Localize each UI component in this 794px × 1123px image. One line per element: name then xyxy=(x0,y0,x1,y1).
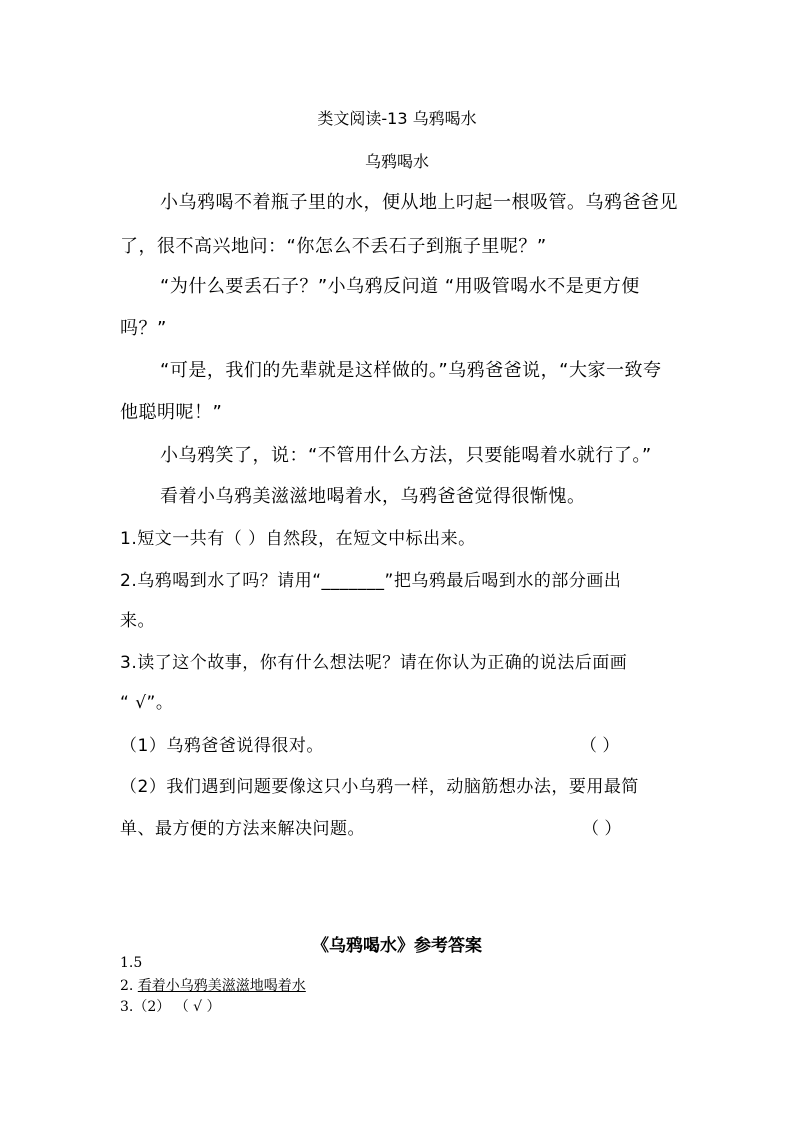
answer-2 xyxy=(120,975,306,995)
answer-2-text: 看着小乌鸦美滋滋地喝着水 xyxy=(137,978,306,994)
story-paragraph-1-line-2: 了，很不高兴地问：“你怎么不丢石子到瓶子里呢？” xyxy=(120,236,547,257)
answer-3: 3.（2） （ √ ） xyxy=(120,999,221,1015)
question-2-line-2: 来。 xyxy=(120,611,155,631)
story-paragraph-2-line-1: “为什么要丢石子？”小乌鸦反问道 “用吸管喝水不是更方便 xyxy=(160,276,640,297)
question-3-option-2-answer-box[interactable]: （ ） xyxy=(582,819,622,839)
question-2-line-1: 2.乌鸦喝到水了吗？请用“_______”把乌鸦最后喝到水的部分画出 xyxy=(120,571,622,591)
answer-1: 1.5 xyxy=(120,955,143,971)
story-paragraph-2-line-2: 吗？” xyxy=(120,318,167,339)
document-title: 类文阅读-13 乌鸦喝水 xyxy=(317,109,477,128)
story-title: 乌鸦喝水 xyxy=(364,152,429,171)
question-3-line-2: “ √”。 xyxy=(120,693,174,713)
question-3-option-1-answer-box[interactable]: （ ） xyxy=(580,736,620,756)
story-paragraph-1-line-1: 小乌鸦喝不着瓶子里的水，便从地上叼起一根吸管。乌鸦爸爸见 xyxy=(160,192,678,213)
question-3-line-1: 3.读了这个故事，你有什么想法呢？请在你认为正确的说法后面画 xyxy=(120,653,628,673)
story-paragraph-4: 小乌鸦笑了，说：“不管用什么方法，只要能喝着水就行了。” xyxy=(160,445,652,466)
story-paragraph-5: 看着小乌鸦美滋滋地喝着水，乌鸦爸爸觉得很惭愧。 xyxy=(160,486,586,507)
question-3-option-2-line-2: 单、最方便的方法来解决问题。 xyxy=(120,819,365,839)
question-3-option-2-line-1: （2）我们遇到问题要像这只小乌鸦一样，动脑筋想办法，要用最简 xyxy=(120,777,639,797)
story-paragraph-3-line-1: “可是，我们的先辈就是这样做的。”乌鸦爸爸说，“大家一致夸 xyxy=(160,360,662,381)
answer-key-title: 《乌鸦喝水》参考答案 xyxy=(312,936,482,956)
story-paragraph-3-line-2: 他聪明呢！” xyxy=(120,402,223,423)
question-1: 1.短文一共有（ ）自然段，在短文中标出来。 xyxy=(120,529,476,549)
answer-2-prefix: 2. xyxy=(120,978,138,994)
question-3-option-1: （1）乌鸦爸爸说得很对。 xyxy=(120,736,324,756)
